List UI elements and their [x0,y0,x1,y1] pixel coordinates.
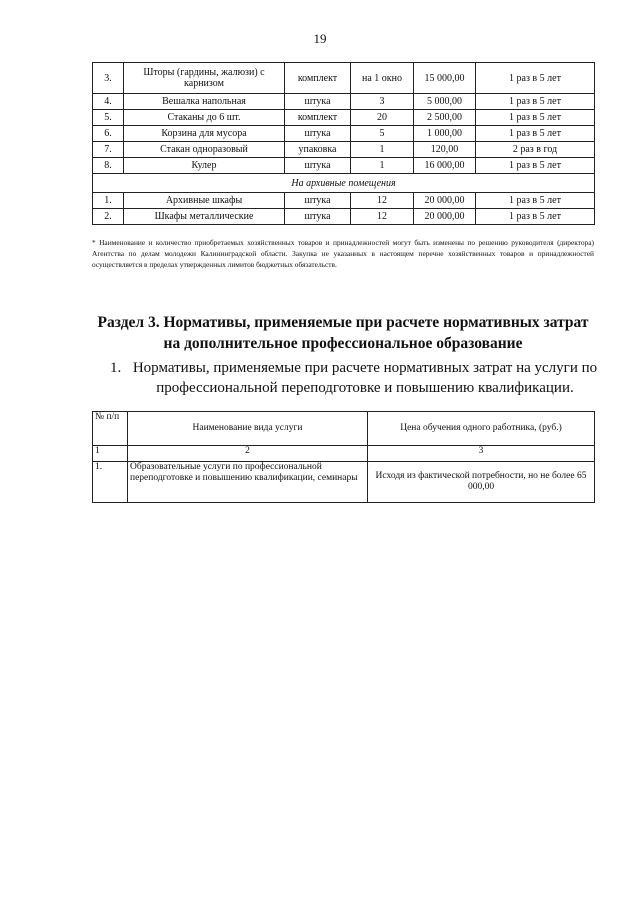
services-table [92,411,595,503]
item-unit: штука [285,158,351,174]
item-unit: комплект [285,63,351,94]
item-quantity: на 1 окно [351,63,414,94]
table-row [93,193,595,209]
header-cell: Цена обучения одного работника, (руб.) [368,412,595,446]
item-unit: штука [285,193,351,209]
service-price: Исходя из фактической потребности, но не более 65 000,00 [368,462,595,503]
footnote: * Наименование и количество приобретаемых хозяйственных товаров и принадлежностей могут быть изменены по решению руководителя (директора) Агентства по делам молодежи Калининградской области. Закупка не указанных в настоящем перечне хозяйственных товаров и принадлежностей осуществляется в пределах утвержденных лимитов бюджетных обязательств. [92,238,594,269]
row-number: 1. [93,193,124,209]
row-number: 8. [93,158,124,174]
row-number: 6. [93,126,124,142]
item-quantity: 3 [351,94,414,110]
item-quantity: 1 [351,142,414,158]
item-unit: штука [285,94,351,110]
table-row [93,209,595,225]
item-quantity: 12 [351,193,414,209]
table-row [93,63,595,94]
row-number: 1. [93,462,128,503]
page-number: 19 [313,31,327,46]
item-price: 120,00 [414,142,476,158]
table-row [93,126,595,142]
column-number: 1 [93,446,128,462]
item-name: Кулер [124,158,285,174]
item-name: Шторы (гардины, жалюзи) с карнизом [124,63,285,94]
item-name: Стаканы до 6 шт. [124,110,285,126]
row-number: 7. [93,142,124,158]
item-period: 2 раз в год [476,142,595,158]
subsection-text: Нормативы, применяемые при расчете нормативных затрат на услуги по профессиональной переподготовке и повышению квалификации. [132,360,598,396]
item-period: 1 раз в 5 лет [476,94,595,110]
table-row [93,94,595,110]
row-number: 5. [93,110,124,126]
item-period: 1 раз в 5 лет [476,209,595,225]
row-number: 2. [93,209,124,225]
service-name: Образовательные услуги по профессиональной переподготовке и повышению квалификации, семинары [128,462,368,503]
item-price: 16 000,00 [414,158,476,174]
row-number: 3. [93,63,124,94]
item-unit: упаковка [285,142,351,158]
item-price: 15 000,00 [414,63,476,94]
item-unit: штука [285,209,351,225]
item-period: 1 раз в 5 лет [476,63,595,94]
item-name: Стакан одноразовый [124,142,285,158]
item-price: 20 000,00 [414,209,476,225]
item-price: 20 000,00 [414,193,476,209]
row-number: 4. [93,94,124,110]
table-row [93,462,595,503]
subsection-heading [110,358,600,398]
item-name: Корзина для мусора [124,126,285,142]
header-cell: Наименование вида услуги [128,412,368,446]
table-row [93,142,595,158]
item-price: 2 500,00 [414,110,476,126]
item-period: 1 раз в 5 лет [476,193,595,209]
goods-table [92,62,595,225]
table-row [93,158,595,174]
section-heading: Раздел 3. Нормативы, применяемые при расчете нормативных затрат на дополнительное профессиональное образование [97,314,589,352]
item-name: Архивные шкафы [124,193,285,209]
item-quantity: 12 [351,209,414,225]
item-name: Шкафы металлические [124,209,285,225]
table-header-row [93,412,595,446]
item-quantity: 1 [351,158,414,174]
column-number: 3 [368,446,595,462]
table-section-row [93,174,595,193]
item-quantity: 20 [351,110,414,126]
header-cell: № п/п [93,412,128,446]
table-row [93,110,595,126]
item-period: 1 раз в 5 лет [476,110,595,126]
item-period: 1 раз в 5 лет [476,158,595,174]
item-price: 5 000,00 [414,94,476,110]
item-period: 1 раз в 5 лет [476,126,595,142]
column-number: 2 [128,446,368,462]
item-quantity: 5 [351,126,414,142]
section-label: На архивные помещения [93,174,595,193]
item-name: Вешалка напольная [124,94,285,110]
subsection-number: 1. [110,360,122,376]
item-price: 1 000,00 [414,126,476,142]
item-unit: штука [285,126,351,142]
column-number-row [93,446,595,462]
item-unit: комплект [285,110,351,126]
